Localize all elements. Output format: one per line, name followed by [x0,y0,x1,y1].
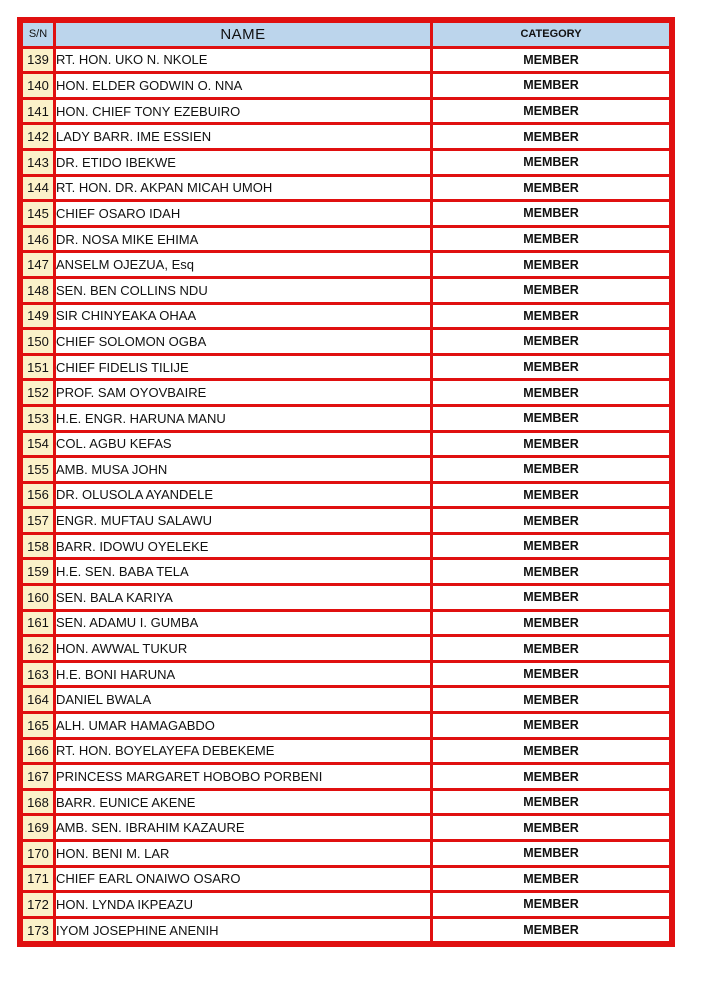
table-row [23,356,669,379]
member-name-cell: H.E. BONI HARUNA [56,663,430,686]
column-header-category: CATEGORY [433,23,669,46]
member-name-cell: AMB. MUSA JOHN [56,458,430,481]
table-row [23,842,669,865]
member-name-cell: ALH. UMAR HAMAGABDO [56,714,430,737]
table-row [23,791,669,814]
serial-number-cell: 169 [23,816,53,839]
table-row [23,484,669,507]
serial-number-cell: 168 [23,791,53,814]
serial-number-cell: 140 [23,74,53,97]
table-row [23,305,669,328]
serial-number-cell: 157 [23,509,53,532]
category-cell: MEMBER [433,688,669,711]
table-row [23,688,669,711]
member-name-cell: IYOM JOSEPHINE ANENIH [56,919,430,942]
table-row [23,381,669,404]
member-name-cell: ENGR. MUFTAU SALAWU [56,509,430,532]
member-roster-sheet [17,17,675,947]
table-row [23,586,669,609]
table-row [23,279,669,302]
member-name-cell: CHIEF FIDELIS TILIJE [56,356,430,379]
category-cell: MEMBER [433,407,669,430]
serial-number-cell: 159 [23,560,53,583]
category-cell: MEMBER [433,151,669,174]
category-cell: MEMBER [433,714,669,737]
table-row [23,637,669,660]
serial-number-cell: 144 [23,177,53,200]
table-header-row [23,23,669,46]
table-row [23,74,669,97]
table-row [23,535,669,558]
category-cell: MEMBER [433,253,669,276]
category-cell: MEMBER [433,202,669,225]
member-name-cell: BARR. IDOWU OYELEKE [56,535,430,558]
column-header-sn: S/N [23,23,53,46]
member-name-cell: DR. OLUSOLA AYANDELE [56,484,430,507]
member-name-cell: RT. HON. UKO N. NKOLE [56,49,430,72]
member-name-cell: H.E. ENGR. HARUNA MANU [56,407,430,430]
table-row [23,509,669,532]
category-cell: MEMBER [433,279,669,302]
serial-number-cell: 147 [23,253,53,276]
serial-number-cell: 167 [23,765,53,788]
serial-number-cell: 148 [23,279,53,302]
member-name-cell: H.E. SEN. BABA TELA [56,560,430,583]
serial-number-cell: 155 [23,458,53,481]
member-roster-table [20,20,672,944]
category-cell: MEMBER [433,535,669,558]
serial-number-cell: 153 [23,407,53,430]
table-row [23,740,669,763]
serial-number-cell: 139 [23,49,53,72]
table-row [23,125,669,148]
table-row [23,407,669,430]
member-name-cell: SIR CHINYEAKA OHAA [56,305,430,328]
serial-number-cell: 164 [23,688,53,711]
table-row [23,433,669,456]
serial-number-cell: 160 [23,586,53,609]
serial-number-cell: 152 [23,381,53,404]
table-row [23,458,669,481]
table-row [23,253,669,276]
member-name-cell: HON. LYNDA IKPEAZU [56,893,430,916]
serial-number-cell: 166 [23,740,53,763]
table-row [23,177,669,200]
table-row [23,868,669,891]
serial-number-cell: 142 [23,125,53,148]
table-row [23,151,669,174]
category-cell: MEMBER [433,177,669,200]
serial-number-cell: 173 [23,919,53,942]
member-name-cell: RT. HON. BOYELAYEFA DEBEKEME [56,740,430,763]
serial-number-cell: 171 [23,868,53,891]
category-cell: MEMBER [433,765,669,788]
category-cell: MEMBER [433,919,669,942]
table-row [23,100,669,123]
member-name-cell: DANIEL BWALA [56,688,430,711]
category-cell: MEMBER [433,330,669,353]
serial-number-cell: 161 [23,612,53,635]
category-cell: MEMBER [433,816,669,839]
category-cell: MEMBER [433,458,669,481]
member-name-cell: ANSELM OJEZUA, Esq [56,253,430,276]
serial-number-cell: 150 [23,330,53,353]
category-cell: MEMBER [433,305,669,328]
serial-number-cell: 145 [23,202,53,225]
category-cell: MEMBER [433,228,669,251]
table-row [23,893,669,916]
category-cell: MEMBER [433,484,669,507]
table-row [23,714,669,737]
member-name-cell: HON. ELDER GODWIN O. NNA [56,74,430,97]
member-name-cell: COL. AGBU KEFAS [56,433,430,456]
member-name-cell: HON. CHIEF TONY EZEBUIRO [56,100,430,123]
category-cell: MEMBER [433,125,669,148]
table-row [23,560,669,583]
serial-number-cell: 146 [23,228,53,251]
member-name-cell: DR. ETIDO IBEKWE [56,151,430,174]
table-row [23,816,669,839]
member-name-cell: BARR. EUNICE AKENE [56,791,430,814]
category-cell: MEMBER [433,356,669,379]
category-cell: MEMBER [433,560,669,583]
member-name-cell: HON. AWWAL TUKUR [56,637,430,660]
category-cell: MEMBER [433,509,669,532]
table-row [23,663,669,686]
category-cell: MEMBER [433,637,669,660]
table-row [23,919,669,942]
member-name-cell: CHIEF OSARO IDAH [56,202,430,225]
table-row [23,202,669,225]
serial-number-cell: 165 [23,714,53,737]
category-cell: MEMBER [433,433,669,456]
serial-number-cell: 172 [23,893,53,916]
category-cell: MEMBER [433,842,669,865]
serial-number-cell: 151 [23,356,53,379]
serial-number-cell: 156 [23,484,53,507]
category-cell: MEMBER [433,74,669,97]
table-row [23,765,669,788]
member-name-cell: SEN. BEN COLLINS NDU [56,279,430,302]
category-cell: MEMBER [433,791,669,814]
serial-number-cell: 158 [23,535,53,558]
category-cell: MEMBER [433,893,669,916]
member-name-cell: SEN. ADAMU I. GUMBA [56,612,430,635]
category-cell: MEMBER [433,740,669,763]
category-cell: MEMBER [433,100,669,123]
member-name-cell: HON. BENI M. LAR [56,842,430,865]
serial-number-cell: 141 [23,100,53,123]
member-name-cell: AMB. SEN. IBRAHIM KAZAURE [56,816,430,839]
member-name-cell: PROF. SAM OYOVBAIRE [56,381,430,404]
member-name-cell: LADY BARR. IME ESSIEN [56,125,430,148]
member-name-cell: DR. NOSA MIKE EHIMA [56,228,430,251]
table-body [23,49,669,942]
serial-number-cell: 170 [23,842,53,865]
table-row [23,49,669,72]
serial-number-cell: 162 [23,637,53,660]
table-row [23,228,669,251]
category-cell: MEMBER [433,663,669,686]
table-row [23,330,669,353]
serial-number-cell: 154 [23,433,53,456]
member-name-cell: CHIEF SOLOMON OGBA [56,330,430,353]
member-name-cell: PRINCESS MARGARET HOBOBO PORBENI [56,765,430,788]
category-cell: MEMBER [433,49,669,72]
column-header-name: NAME [56,23,430,46]
category-cell: MEMBER [433,612,669,635]
member-name-cell: SEN. BALA KARIYA [56,586,430,609]
serial-number-cell: 143 [23,151,53,174]
member-name-cell: CHIEF EARL ONAIWO OSARO [56,868,430,891]
category-cell: MEMBER [433,586,669,609]
category-cell: MEMBER [433,868,669,891]
table-row [23,612,669,635]
serial-number-cell: 163 [23,663,53,686]
serial-number-cell: 149 [23,305,53,328]
category-cell: MEMBER [433,381,669,404]
member-name-cell: RT. HON. DR. AKPAN MICAH UMOH [56,177,430,200]
